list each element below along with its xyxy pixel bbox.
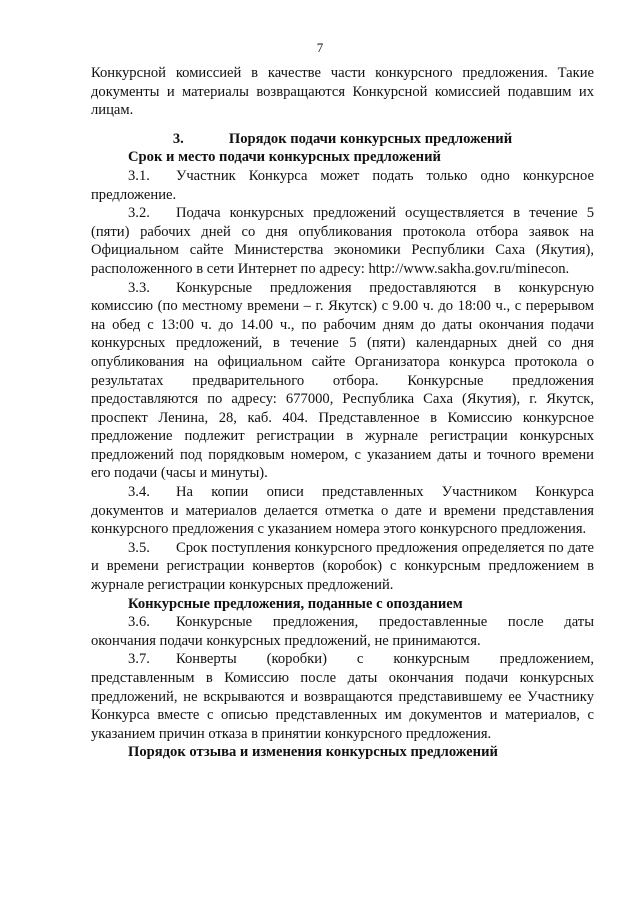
clause-3-7 bbox=[91, 650, 594, 743]
clause-number: 3.4. bbox=[128, 484, 150, 501]
clause-3-2 bbox=[91, 204, 594, 278]
section-heading bbox=[91, 130, 594, 149]
clause-3-6 bbox=[91, 613, 594, 650]
clause-3-5 bbox=[91, 539, 594, 595]
subheading-late-proposals: Конкурсные предложения, поданные с опозданием bbox=[128, 595, 463, 612]
clause-text: Конверты (коробки) с конкурсным предложением, представленным в Комиссию после даты окончания подачи конкурсных предложений, не вскрываются и возвращаются представившему ее Участнику Конкурса вместе с описью представленных им документов и материалов, с указанием причин отказа в принятии конкурсного предложения. bbox=[91, 651, 594, 742]
clause-3-1 bbox=[91, 167, 594, 204]
section-title: Порядок подачи конкурсных предложений bbox=[228, 130, 513, 147]
clause-number: 3.1. bbox=[128, 167, 150, 184]
section-number: 3. bbox=[172, 130, 184, 147]
clause-number: 3.6. bbox=[128, 614, 150, 631]
subheading-deadline-place: Срок и место подачи конкурсных предложений bbox=[128, 149, 441, 166]
clause-3-4 bbox=[91, 483, 594, 539]
clause-text: Конкурсные предложения, предоставленные после даты окончания подачи конкурсных предложений, не принимаются. bbox=[91, 614, 594, 649]
intro-paragraph: Конкурсной комиссией в качестве части конкурсного предложения. Такие документы и материалы возвращаются Конкурсной комиссией подавшим их лицам. bbox=[91, 65, 594, 119]
clause-text: Подача конкурсных предложений осуществляется в течение 5 (пяти) рабочих дней со дня опубликования протокола отбора заявок на Официальном сайте Министерства экономики Республики Саха (Якутия), расположенного в сети Интернет по адресу: http://www.sakha.gov.ru/minecon. bbox=[91, 205, 594, 277]
clause-text: Конкурсные предложения предоставляются в конкурсную комиссию (по местному времени – г. Якутск) с 9.00 ч. до 18:00 ч., с перерывом на обед с 13:00 ч. до 14.00 ч., по рабочим дням до даты окончания подачи конкурсных предложений, в течение 5 (пяти) календарных дней со дня опубликования на официальном сайте Организатора конкурса протокола о результатах предварительного отбора. Конкурсные предложения предоставляются по адресу: 677000, Республика Саха (Якутия), г. Якутск, проспект Ленина, 28, каб. 404. Представленное в Комиссию конкурсное предложение подлежит регистрации в журнале регистрации конкурсных предложений под порядковым номером, с указанием даты и точного времени его подачи (часы и минуты). bbox=[91, 279, 594, 482]
clause-text: Срок поступления конкурсного предложения определяется по дате и времени регистрации конвертов (коробок) с конкурсным предложением в журнале регистрации конкурсных предложений. bbox=[91, 539, 594, 594]
clause-3-3 bbox=[91, 279, 594, 484]
document-body bbox=[91, 64, 594, 762]
clause-text: На копии описи представленных Участником Конкурса документов и материалов делается отметка о дате и времени представления конкурсного предложения с указанием номера этого конкурсного предложения. bbox=[91, 484, 594, 538]
clause-number: 3.3. bbox=[128, 279, 150, 296]
subheading-withdrawal-change: Порядок отзыва и изменения конкурсных предложений bbox=[128, 744, 498, 761]
clause-number: 3.7. bbox=[128, 651, 150, 668]
clause-number: 3.5. bbox=[128, 539, 150, 556]
clause-number: 3.2. bbox=[128, 205, 150, 222]
page-number: 7 bbox=[316, 40, 324, 55]
clause-text: Участник Конкурса может подать только одно конкурсное предложение. bbox=[91, 167, 594, 203]
